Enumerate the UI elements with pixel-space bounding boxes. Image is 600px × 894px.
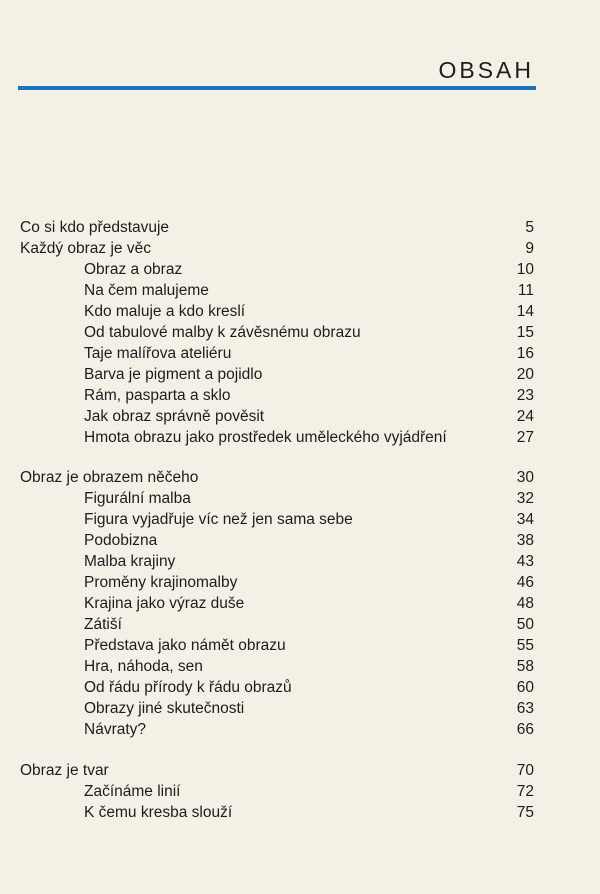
toc-entry (0, 552, 600, 572)
toc-entry (0, 636, 600, 656)
toc-entry-title: Jak obraz správně pověsit (84, 408, 265, 425)
toc-page-number: 66 (516, 721, 534, 738)
toc-page-number: 9 (525, 240, 534, 257)
toc-entry-title: Kdo maluje a kdo kreslí (84, 303, 246, 320)
toc-entry-title: Proměny krajinomalby (84, 574, 238, 591)
toc-entry-title: Figura vyjadřuje víc než jen sama sebe (84, 511, 353, 528)
toc-entry (0, 386, 600, 406)
toc-page-number: 32 (516, 490, 534, 507)
toc-page-number: 46 (516, 574, 534, 591)
toc-entry (0, 302, 600, 322)
toc-section-heading (0, 468, 600, 488)
toc-entry (0, 344, 600, 364)
toc-entry (0, 428, 600, 448)
toc-entry-title: Krajina jako výraz duše (84, 595, 245, 612)
toc-entry (0, 657, 600, 677)
toc-page-number: 38 (516, 532, 534, 549)
toc-entry (0, 573, 600, 593)
toc-entry (0, 489, 600, 509)
toc-entry-title: Hra, náhoda, sen (84, 658, 203, 675)
toc-entry-title: Rám, pasparta a sklo (84, 387, 231, 404)
toc-entry-title: Podobizna (84, 532, 158, 549)
toc-page-number: 14 (516, 303, 534, 320)
toc-entry-title: Malba krajiny (84, 553, 176, 570)
toc-entry (0, 260, 600, 280)
toc-entry-title: Hmota obrazu jako prostředek uměleckého vyjádření (84, 429, 447, 446)
toc-page-number: 63 (516, 700, 534, 717)
toc-section-title: Co si kdo představuje (20, 219, 170, 236)
toc-entry-title: Návraty? (84, 721, 147, 738)
header-rule (18, 86, 536, 90)
toc-page-number: 34 (516, 511, 534, 528)
toc-entry (0, 615, 600, 635)
toc-page-number: 75 (516, 804, 534, 821)
toc-page-number: 55 (516, 637, 534, 654)
toc-page-number: 48 (516, 595, 534, 612)
toc-entry-title: Představa jako námět obrazu (84, 637, 286, 654)
toc-page-number: 72 (516, 783, 534, 800)
page-title: OBSAH (438, 57, 534, 83)
toc-page-number: 24 (516, 408, 534, 425)
toc-entry (0, 699, 600, 719)
toc-entry-title: Od řádu přírody k řádu obrazů (84, 679, 292, 696)
toc-entry (0, 510, 600, 530)
toc-page-number: 58 (516, 658, 534, 675)
toc-entry (0, 407, 600, 427)
toc-page-number: 60 (516, 679, 534, 696)
toc-section-title: Každý obraz je věc (20, 240, 151, 257)
toc-page-number: 70 (516, 762, 534, 779)
toc-entry-title: Zátiší (84, 616, 122, 633)
toc-entry (0, 782, 600, 802)
toc-page-number: 27 (516, 429, 534, 446)
toc-page-number: 50 (516, 616, 534, 633)
toc-page-number: 11 (517, 282, 534, 299)
toc-section-heading (0, 218, 600, 238)
toc-page-number: 10 (516, 261, 534, 278)
toc-entry (0, 594, 600, 614)
toc-entry-title: Od tabulové malby k závěsnému obrazu (84, 324, 361, 341)
toc-entry-title: Barva je pigment a pojidlo (84, 366, 263, 383)
toc-entry (0, 323, 600, 343)
toc-entry (0, 531, 600, 551)
toc-section-heading (0, 239, 600, 259)
toc-entry-title: Taje malířova ateliéru (84, 345, 232, 362)
toc-page-number: 43 (516, 553, 534, 570)
toc-entry (0, 803, 600, 823)
toc-page-number: 30 (516, 469, 534, 486)
toc-page-number: 20 (516, 366, 534, 383)
toc-page-number: 16 (516, 345, 534, 362)
toc-entry-title: Začínáme linií (84, 783, 181, 800)
toc-entry (0, 365, 600, 385)
toc-entry-title: Obrazy jiné skutečnosti (84, 700, 245, 717)
toc-page-number: 5 (525, 219, 534, 236)
toc-entry (0, 678, 600, 698)
toc-entry (0, 720, 600, 740)
toc-section-title: Obraz je obrazem něčeho (20, 469, 199, 486)
toc-entry-title: Figurální malba (84, 490, 191, 507)
toc-section-heading (0, 761, 600, 781)
toc-section-title: Obraz je tvar (20, 762, 109, 779)
toc-entry-title: Obraz a obraz (84, 261, 183, 278)
toc-page-number: 23 (516, 387, 534, 404)
toc-entry (0, 281, 600, 301)
toc-page-number: 15 (516, 324, 534, 341)
toc-entry-title: K čemu kresba slouží (84, 804, 233, 821)
toc-entry-title: Na čem malujeme (84, 282, 209, 299)
